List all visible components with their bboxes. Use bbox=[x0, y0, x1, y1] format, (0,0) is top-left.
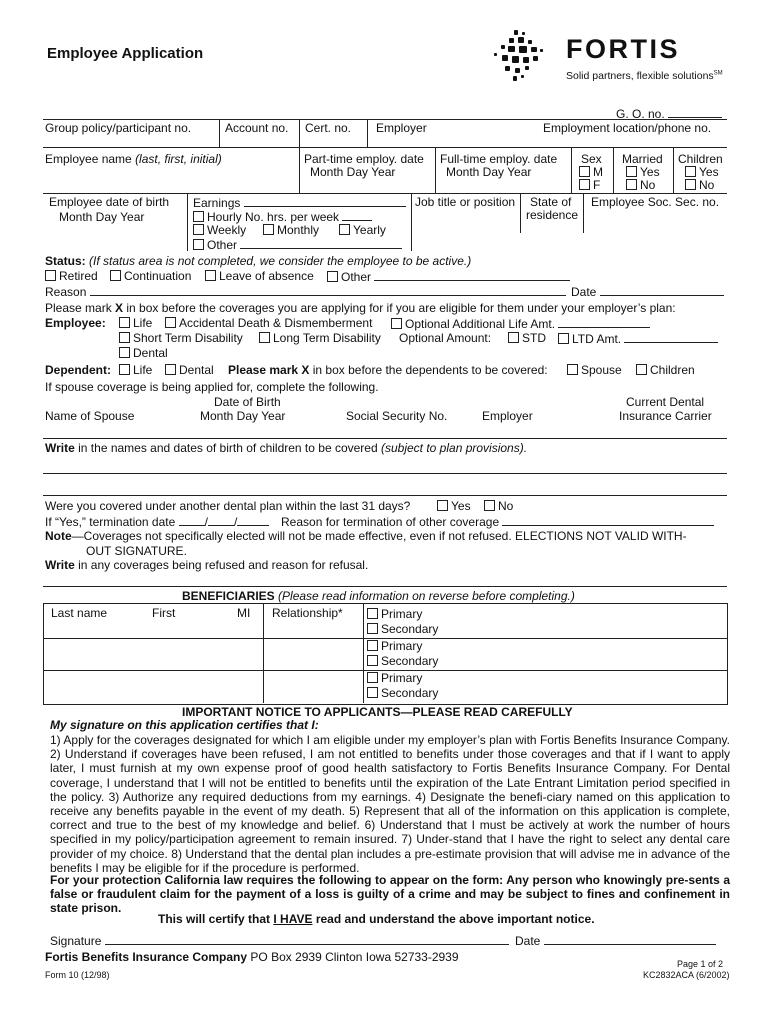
brand-tagline: Solid partners, flexible solutions℠ bbox=[566, 70, 723, 82]
hourly-checkbox[interactable]: Hourly No. hrs. per week bbox=[193, 210, 372, 225]
dob-label: Employee date of birth bbox=[49, 195, 170, 209]
prior-coverage-question: Were you covered under another dental plan within the last 31 days? bbox=[45, 499, 411, 513]
notice-certifies: My signature on this application certifies that I: bbox=[50, 718, 319, 732]
children-label: Children bbox=[678, 152, 723, 166]
dependent-children-checkbox[interactable]: Children bbox=[636, 364, 695, 378]
status-date-field[interactable]: Date bbox=[571, 285, 724, 300]
page-number: Page 1 of 2 bbox=[677, 959, 724, 969]
company-address: Fortis Benefits Insurance Company PO Box 2939 Clinton Iowa 52733-2939 bbox=[45, 950, 459, 964]
page-title: Employee Application bbox=[47, 45, 204, 62]
sex-f-checkbox[interactable]: F bbox=[579, 179, 600, 193]
spouse-ssn-label: Social Security No. bbox=[346, 409, 448, 423]
notice-body: 1) Apply for the coverages designated for which I am eligible under my employer’s plan with Fortis Benefits Insurance Company. 2) Understand if coverages have been refused, I am not entitled to benefits under those coverages and that if I want to apply later, I must furnish at my own expense proof of good health satisfactory to Fortis Benefits Insurance Company. For Dental coverage, I understand that I will not be entitled to benefits until the expiration of the Late Entrant Limitation period specified in the policy. 3) Authorize any required deductions from my earnings. 4) Designate the benefi-ciary named on this application to receive any benefits payable in the event of my death. 5) Represent that all of the information on this application is complete, correct and true to the best of my knowledge and belief. 6) Understand that I must be actively at work the number of hours specified in my policy/participation agreement to remain insured. 7) Under-stand that I have the right to select any dental care provider of my choice. 8) Understand that the dental plan includes a pre-estimate provision that will advise me in advance of the benefits I may be eligible for if the procedure is performed. bbox=[50, 733, 730, 875]
beneficiary-last-name-header: Last name bbox=[51, 606, 108, 620]
brand-name: FORTIS bbox=[566, 34, 680, 64]
status-other-checkbox[interactable]: Other bbox=[327, 270, 570, 285]
current-dental-label: Current Dental bbox=[626, 395, 705, 409]
beneficiary-2-primary-checkbox[interactable]: Primary bbox=[367, 640, 422, 654]
part-time-mdy: Month Day Year bbox=[310, 165, 396, 179]
continuation-checkbox[interactable]: Continuation bbox=[110, 270, 191, 284]
beneficiary-3-secondary-checkbox[interactable]: Secondary bbox=[367, 687, 438, 701]
prior-yes-checkbox[interactable]: Yes bbox=[437, 500, 471, 514]
dependent-dental-checkbox[interactable]: Dental bbox=[165, 364, 214, 378]
yearly-checkbox[interactable]: Yearly bbox=[339, 224, 386, 238]
dependent-instructions: Please mark X in box before the dependents to be covered: bbox=[228, 363, 548, 377]
signature-field[interactable]: Signature bbox=[50, 934, 509, 949]
beneficiary-1-primary-checkbox[interactable]: Primary bbox=[367, 608, 422, 622]
note-text: Note—Coverages not specifically elected will not be made effective, even if not refused. ELECTIONS NOT VALID WITH- bbox=[45, 529, 687, 543]
employer-label: Employer bbox=[376, 121, 427, 135]
sex-m-checkbox[interactable]: M bbox=[579, 166, 603, 180]
children-no-checkbox[interactable]: No bbox=[685, 179, 714, 193]
add-checkbox[interactable]: Accidental Death & Dismemberment bbox=[165, 317, 372, 331]
retired-checkbox[interactable]: Retired bbox=[45, 270, 98, 284]
name-of-spouse-label: Name of Spouse bbox=[45, 409, 135, 423]
dob-mdy: Month Day Year bbox=[59, 210, 145, 224]
insurance-carrier-label: Insurance Carrier bbox=[619, 409, 712, 423]
optional-std-checkbox[interactable]: STD bbox=[508, 332, 546, 346]
dependent-life-checkbox[interactable]: Life bbox=[119, 364, 152, 378]
form-number: Form 10 (12/98) bbox=[45, 970, 110, 980]
full-time-mdy: Month Day Year bbox=[446, 165, 532, 179]
spouse-mdy: Month Day Year bbox=[200, 409, 286, 423]
dependent-label: Dependent: bbox=[45, 363, 111, 377]
ssn-label: Employee Soc. Sec. no. bbox=[591, 195, 720, 209]
certify-statement: This will certify that I HAVE read and understand the above important notice. bbox=[158, 912, 595, 926]
optional-life-checkbox[interactable]: Optional Additional Life Amt. bbox=[391, 317, 650, 332]
termination-reason-field[interactable]: Reason for termination of other coverage bbox=[281, 515, 714, 530]
employee-name-label: Employee name (last, first, initial) bbox=[45, 152, 222, 166]
prior-no-checkbox[interactable]: No bbox=[484, 500, 513, 514]
residence-label: residence bbox=[526, 208, 579, 222]
weekly-checkbox[interactable]: Weekly bbox=[193, 224, 246, 238]
employee-dental-checkbox[interactable]: Dental bbox=[119, 347, 168, 361]
fortis-logo-mark bbox=[492, 28, 556, 84]
group-policy-label: Group policy/participant no. bbox=[45, 121, 192, 135]
ltd-checkbox[interactable]: Long Term Disability bbox=[259, 332, 381, 346]
beneficiary-relationship-header: Relationship* bbox=[272, 606, 343, 620]
children-yes-checkbox[interactable]: Yes bbox=[685, 166, 719, 180]
beneficiary-mi-header: MI bbox=[237, 606, 251, 620]
job-title-label: Job title or position bbox=[415, 195, 516, 209]
std-checkbox[interactable]: Short Term Disability bbox=[119, 332, 243, 346]
account-no-label: Account no. bbox=[225, 121, 289, 135]
status-heading: Status: (If status area is not completed, we consider the employee to be active.) bbox=[45, 254, 472, 268]
spouse-instructions: If spouse coverage is being applied for, complete the following. bbox=[45, 380, 379, 394]
beneficiary-3-primary-checkbox[interactable]: Primary bbox=[367, 672, 422, 686]
beneficiary-first-header: First bbox=[152, 606, 176, 620]
california-notice: For your protection California law requires the following to appear on the form: Any person who knowingly pre-sents a false or fraudulent claim for the payment of a loss is guilty of a crime and may be subject to fines and confinement in state prison. bbox=[50, 873, 730, 916]
monthly-checkbox[interactable]: Monthly bbox=[263, 224, 319, 238]
optional-ltd-checkbox[interactable]: LTD Amt. bbox=[558, 332, 718, 347]
married-no-checkbox[interactable]: No bbox=[626, 179, 655, 193]
spouse-employer-label: Employer bbox=[482, 409, 533, 423]
reason-field[interactable]: Reason bbox=[45, 285, 566, 300]
signature-date-field[interactable]: Date bbox=[515, 934, 716, 949]
other-earnings-checkbox[interactable]: Other bbox=[193, 238, 402, 253]
married-label: Married bbox=[622, 152, 663, 166]
employee-life-checkbox[interactable]: Life bbox=[119, 317, 152, 331]
employment-location-label: Employment location/phone no. bbox=[543, 121, 712, 135]
full-time-label: Full-time employ. date bbox=[440, 152, 558, 166]
beneficiary-2-secondary-checkbox[interactable]: Secondary bbox=[367, 655, 438, 669]
leave-of-absence-checkbox[interactable]: Leave of absence bbox=[205, 270, 314, 284]
part-time-label: Part-time employ. date bbox=[304, 152, 424, 166]
refusal-write-in: Write in any coverages being refused and reason for refusal. bbox=[45, 558, 369, 572]
termination-date-field[interactable]: If “Yes,” termination date / / bbox=[45, 515, 269, 530]
optional-amount-label: Optional Amount: bbox=[399, 331, 492, 345]
earnings-label: Earnings bbox=[193, 196, 406, 211]
go-no-label: G. O. no. bbox=[616, 107, 722, 122]
beneficiary-1-secondary-checkbox[interactable]: Secondary bbox=[367, 623, 438, 637]
sex-label: Sex bbox=[581, 152, 602, 166]
coverage-instructions: Please mark X in box before the coverages you are applying for if you are eligible for them under your employer’s plan: bbox=[45, 301, 676, 315]
employee-coverage-label: Employee: bbox=[45, 316, 106, 330]
cert-no-label: Cert. no. bbox=[305, 121, 352, 135]
note-text-cont: OUT SIGNATURE. bbox=[86, 544, 187, 558]
beneficiaries-heading: BENEFICIARIES (Please read information on reverse before completing.) bbox=[182, 589, 575, 603]
state-of-label: State of bbox=[530, 195, 572, 209]
form-code: KC2832ACA (6/2002) bbox=[643, 970, 730, 980]
date-of-birth-label: Date of Birth bbox=[214, 395, 281, 409]
children-write-in: Write in the names and dates of birth of children to be covered (subject to plan provisions). bbox=[45, 441, 528, 455]
notice-title: IMPORTANT NOTICE TO APPLICANTS—PLEASE READ CAREFULLY bbox=[182, 705, 573, 719]
married-yes-checkbox[interactable]: Yes bbox=[626, 166, 660, 180]
spouse-checkbox[interactable]: Spouse bbox=[567, 364, 622, 378]
